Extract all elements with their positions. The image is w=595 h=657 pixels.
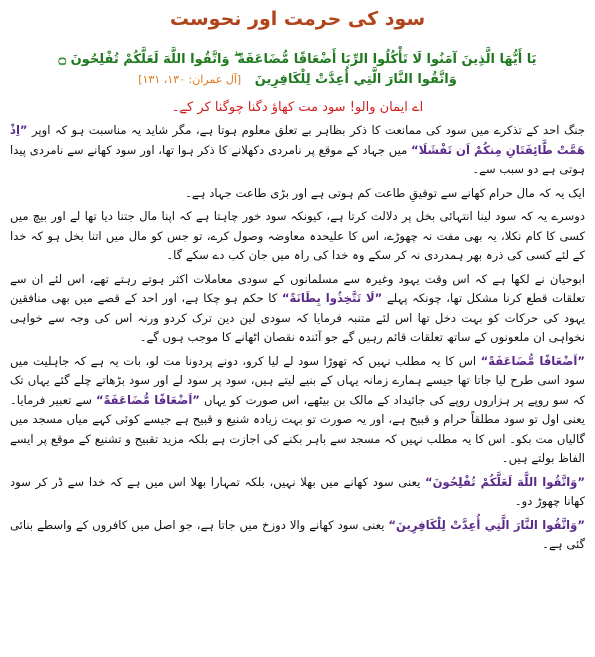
page-title: سود کی حرمت اور نحوست <box>169 8 426 30</box>
paragraph-text: سے تعبیر فرمایا۔ یعنی اول تو سود مطلقاً حرام و قبیح ہے، اور یہ صورت تو بہت زیادہ شنیع و قبیح ہے جیسے کوئی کہے میاں مسجد میں گالیاں مت بکو۔ اس کا یہ مطلب نہیں کہ مسجد سے باہر بکنے کی اجازت ہے بلکہ مزید تقبیح و تشنیع کے موقع پر ایسے الفاظ بولتے ہیں۔ <box>10 392 585 465</box>
quranic-quote: ”اَضْعَافًا مُّضَاعَفَةً“ <box>480 353 585 368</box>
paragraph-5 <box>10 352 585 469</box>
paragraph-6 <box>10 473 585 512</box>
paragraph-text: کا حکم ہو چکا ہے، اور احد کے قصے میں بھی منافقین یہود کی حرکات کو بہت دخل تھا اس لئے متنبہ فرمایا کہ سودی لین دین ترک کردو ورنہ اس کی وجہ سے خواہی نخواہی ان ملعونوں کے ساتھ تعلقات قائم رہیں گے جو آئندہ نقصان اٹھانے کا موجب ہوں گے۔ <box>10 291 585 344</box>
quranic-quote: ”وَاتَّقُوا اللَّهَ لَعَلَّكُمْ تُفْلِحُونَ“ <box>425 474 585 489</box>
paragraph-text: یعنی سود کھانے والا دوزخ میں جاتا ہے، جو اصل میں کافروں کے واسطے بنائی گئی ہے۔ <box>10 517 585 551</box>
quranic-quote: ”اِذْ هَمَّتْ طَّائِفَتَانِ مِنكُمْ اَن تَفْشَلَا“ <box>10 123 585 157</box>
quranic-quote: ”وَاتَّقُوا النَّارَ الَّتِي أُعِدَّتْ لِلْكَافِرِينَ“ <box>388 517 585 532</box>
paragraph-1 <box>10 121 585 180</box>
quranic-quote: ”اَضْعَافًا مُّضَاعَفَةً“ <box>96 392 200 407</box>
verse-text: وَاتَّقُوا النَّارَ الَّتِي أُعِدَّتْ لِلْكَافِرِينَ <box>254 72 457 87</box>
paragraph-2 <box>10 184 585 204</box>
paragraph-text: دوسرے یہ کہ سود لینا انتہائی بخل پر دلالت کرتا ہے، کیونکہ سود خور چاہتا ہے کہ اپنا مال جتنا دیا تھا لے اور بیچ میں کسی کا کام نکلا، یہ بھی مفت نہ چھوڑے، اس کا علیحدہ معاوضہ وصول کرے، تو جس کو مال میں اتنا بخل ہو کہ خدا کے لئے کسی کی ذرہ بھر ہمدردی نہ کر سکے وہ خدا کی راہ میں جان کب دے سکے گا۔ <box>10 209 585 262</box>
verse-reference: [آل عمران: ۱۳۰، ۱۳۱] <box>138 73 242 86</box>
paragraph-3 <box>10 207 585 266</box>
paragraph-7 <box>10 516 585 555</box>
paragraph-text: ایک یہ کہ مال حرام کھانے سے توفیقِ طاعت کم ہوتی ہے اور بڑی طاعت جہاد ہے۔ <box>185 185 585 200</box>
quran-verse-line-2 <box>10 70 585 90</box>
quran-verse-line-1: يَا أَيُّهَا الَّذِينَ آمَنُوا لَا تَأْكُلُوا الرِّبَا أَضْعَافًا مُّضَاعَفَةً ۖ وَاتَّقُوا اللَّهَ لَعَلَّكُمْ تُفْلِحُونَ ۝ <box>58 52 537 67</box>
paragraph-text: جنگ احد کے تذکرے میں سود کی ممانعت کا ذکر بظاہر بے تعلق معلوم ہوتا ہے، مگر شاید یہ مناسبت ہو کہ اوپر <box>27 123 585 137</box>
verse-translation: اے ایمان والو! سود مت کھاؤ دگنا چوگنا کر کے۔ <box>171 100 424 115</box>
paragraph-text: اس کا یہ مطلب نہیں کہ تھوڑا سود لے لیا کرو، دونے پردونا مت لو، بات یہ ہے کہ جاہلیت میں سود اسی طرح لیا جاتا تھا جیسے ہمارے زمانہ یہاں کے بنیے لیتے ہیں، سود پر سود لے اور سود بڑھاتے چلے گئے یہاں تک کہ سو روپے پر ہزاروں روپے کی جائیداد کے مالک بن بیٹھے، اس صورت کو یہاں <box>10 353 586 407</box>
paragraph-text: یعنی سود کھانے میں بھلا نہیں، بلکہ تمہارا بھلا اس میں ہے کہ خدا سے ڈر کر سود کھانا چھوڑ دو۔ <box>10 474 585 508</box>
paragraph-text: میں جہاد کے موقع پر نامردی دکھلانے کا ذکر ہوا تھا، اور سود کھانے سے نامردی پیدا ہوتی ہے دو سبب سے۔ <box>10 142 585 176</box>
paragraph-text: ابوحیان نے لکھا ہے کہ اس وقت یہود وغیرہ سے مسلمانوں کے سودی معاملات اکثر ہوتے رہتے تھے، اس لئے ان سے تعلقات قطع کرنا مشکل تھا، چونکہ پہلے <box>10 271 585 305</box>
quranic-quote: ”لَا تَتَّخِذُوا بِطَانَةً“ <box>281 291 383 305</box>
paragraph-4 <box>10 270 585 348</box>
